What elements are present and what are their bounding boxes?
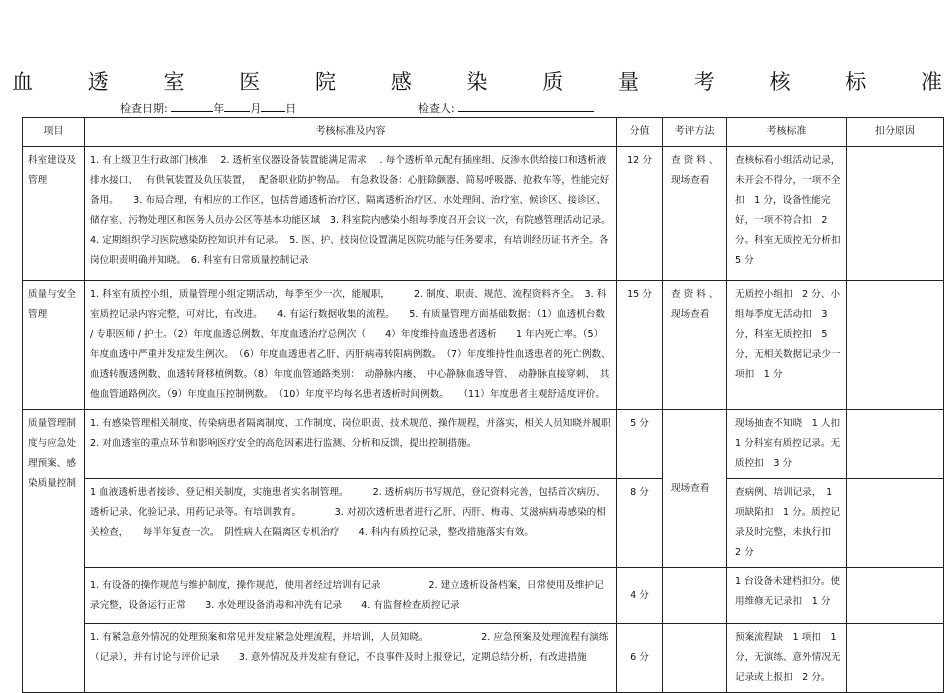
row-content: 1 血液透析患者接诊、登记相关制度，实施患者实名制管理。 2. 透析病历书写规范，登记资料完善，包括首次病历、透析记录、化验记录、用药记录等。有培训教育。 3. 对初次透析患者进行乙肝、丙肝、梅毒、艾滋病病毒感染的相关检查， 每半年复查一次。 阴性病人在隔离区专机治疗 4. 科内有质控记录，整改措施落实有效。: [85, 479, 617, 568]
row-content: 1. 有紧急意外情况的处理预案和常见并发症紧急处理流程，并培训，人员知晓。 2. 应急预案及处理流程有演练（记录），并有讨论与评价记录 3. 意外情况及并发症有登记，不良事件及时上报登记，定期总结分析，有改进措施: [85, 624, 617, 693]
row-score: 12 分: [617, 147, 663, 281]
row-method: [663, 624, 727, 693]
row-deduction[interactable]: [847, 281, 944, 410]
row-criteria: 查病例、培训记录， 1 项缺陷扣 1 分。质控记录及时完整，未执行扣 2 分: [727, 479, 847, 568]
inspector-label: 检查人:: [418, 102, 455, 115]
table-row: [23, 479, 944, 568]
row-method: 查 资 料 、现场查看: [663, 147, 727, 281]
row-score: 5 分: [617, 410, 663, 479]
row-method: 查 资 料 、现场查看: [663, 281, 727, 410]
row-criteria: 预案流程缺 1 项扣 1 分，无演练、意外情况无记录或上报扣 2 分。: [727, 624, 847, 693]
title-char: 准: [921, 70, 942, 94]
title-char: 考: [693, 70, 715, 94]
header-content: 考核标准及内容: [85, 118, 617, 147]
month-label: 月: [250, 102, 262, 115]
year-field[interactable]: [171, 99, 213, 112]
day-field[interactable]: [261, 99, 285, 112]
month-field[interactable]: [224, 99, 250, 112]
row-content: 1. 有上级卫生行政部门核准 2. 透析室仪器设备装置能满足需求 . 每个透析单元配有插座组、反渗水供给接口和透析液排水接口、 有供氧装置及负压装置， 配备职业防护物品。 有急救设备：心脏除颤器、简易呼吸器、抢救车等，性能完好备用。 3. 布局合理，有相应的工作区，包括普通透析治疗区、隔离透析治疗区、水处理间、治疗室、候诊区、接诊区、储存室、污物处理区和医务人员办公区等基本功能区域 3. 科室院内感染小组每季度召开会议一次，有院感管理活动记录。 4. 定期组织学习医院感染防控知识并有记录。 5. 医、护、技岗位设置满足医院功能与任务要求，有培训经历证书齐全。各岗位职责明确并知晓。 6. 科室有日常质量控制记录: [85, 147, 617, 281]
row-deduction[interactable]: [847, 624, 944, 693]
header-method: 考评方法: [663, 118, 727, 147]
row-criteria: 1 台设备未建档扣分。使用维修无记录扣 1 分: [727, 568, 847, 624]
header-row: [23, 118, 944, 147]
row-content: 1. 有感染管理相关制度、传染病患者隔离制度、工作制度、岗位职责、技术规范、操作规程，并落实，相关人员知晓并履职 2. 对血透室的重点环节和影响医疗安全的高危因素进行监测、分析和反馈，提出控制措施。: [85, 410, 617, 479]
title-char: 量: [618, 70, 639, 94]
title-char: 血: [12, 70, 33, 94]
row-content: 1. 有设备的操作规范与维护制度，操作规范，使用者经过培训有记录 2. 建立透析设备档案，日常使用及维护记录完整，设备运行正常 3. 水处理设备消毒和冲洗有记录 4. 有监督检查质控记录: [85, 568, 617, 624]
year-label: 年: [213, 102, 225, 115]
title-char: 标: [845, 70, 867, 94]
header-deduction: 扣分原因: [847, 118, 944, 147]
title-char: 感: [390, 70, 412, 94]
row-deduction[interactable]: [847, 410, 944, 479]
table-row: [23, 147, 944, 281]
title-char: 染: [466, 70, 488, 94]
table-row: [23, 281, 944, 410]
title-char: 院: [315, 70, 336, 94]
document-title: [12, 66, 942, 96]
check-date-line: [120, 99, 296, 116]
row-method: 现场查看: [663, 410, 727, 568]
table-row: [23, 624, 944, 693]
header-criteria: 考核标准: [727, 118, 847, 147]
row-criteria: 现场抽查不知晓 1 人扣 1 分科室有质控记录。无质控扣 3 分: [727, 410, 847, 479]
inspector-field[interactable]: [458, 99, 594, 112]
title-char: 透: [87, 70, 109, 94]
title-char: 医: [239, 70, 261, 94]
row-criteria: 查核标看小组活动记录，未开会不得分，一项不全扣 1 分，设备性能完好，一项不符合扣 2 分。科室无质控无分析扣 5 分: [727, 147, 847, 281]
row-score: 6 分: [617, 624, 663, 693]
table-row: [23, 568, 944, 624]
row-item: 科室建设及管理: [23, 147, 85, 281]
row-criteria: 无质控小组扣 2 分、小组每季度无活动扣 3 分，科室无质控扣 5 分，无相关数据记录少一项扣 1 分: [727, 281, 847, 410]
row-content: 1. 科室有质控小组，质量管理小组定期活动，每季至少一次，能履职， 2. 制度、职责、规范、流程资料齐全。 3. 科室质控记录内容完整，可对比，有改进。 4. 有运行数据收集的流程。 5. 有质量管理方面基础数据：（1）血透机台数 / 专职医师 / 护士。（2）年度血透总例数、年度血透治疗总例次（ 4）年度维持血透患者透析 1 年内死亡率。（5）年度血透中严重并发症发生例次。 （6）年度血透患者乙肝、丙肝病毒转阳病例数。 （7）年度维持性血透患者的死亡例数、血透转腹透例数、血透转肾移植例数。（8）年度血管通路类别： 动静脉内瘘、 中心静脉血透导管、 动静脉直接穿刺、 其他血管通路例次。（9）年度血压控制例数。 （10）年度平均每名患者透析时间例数。 （11）年度患者主观舒适度评价。: [85, 281, 617, 410]
title-char: 核: [769, 70, 791, 94]
table-row: [23, 410, 944, 479]
row-score: 8 分: [617, 479, 663, 568]
evaluation-table: [22, 117, 944, 693]
row-item: 质量管理制度与应急处理预案、感染质量控制: [23, 410, 85, 693]
header-item: 项目: [23, 118, 85, 147]
row-deduction[interactable]: [847, 568, 944, 624]
row-score: 15 分: [617, 281, 663, 410]
title-char: 室: [163, 70, 185, 94]
row-deduction[interactable]: [847, 147, 944, 281]
header-score: 分值: [617, 118, 663, 147]
row-method: [663, 568, 727, 624]
inspector-line: [418, 99, 594, 116]
row-score: 4 分: [617, 568, 663, 624]
row-deduction[interactable]: [847, 479, 944, 568]
row-item: 质量与安全管理: [23, 281, 85, 410]
title-char: 质: [542, 70, 564, 94]
check-date-label: 检查日期:: [120, 102, 168, 115]
day-label: 日: [285, 102, 297, 115]
